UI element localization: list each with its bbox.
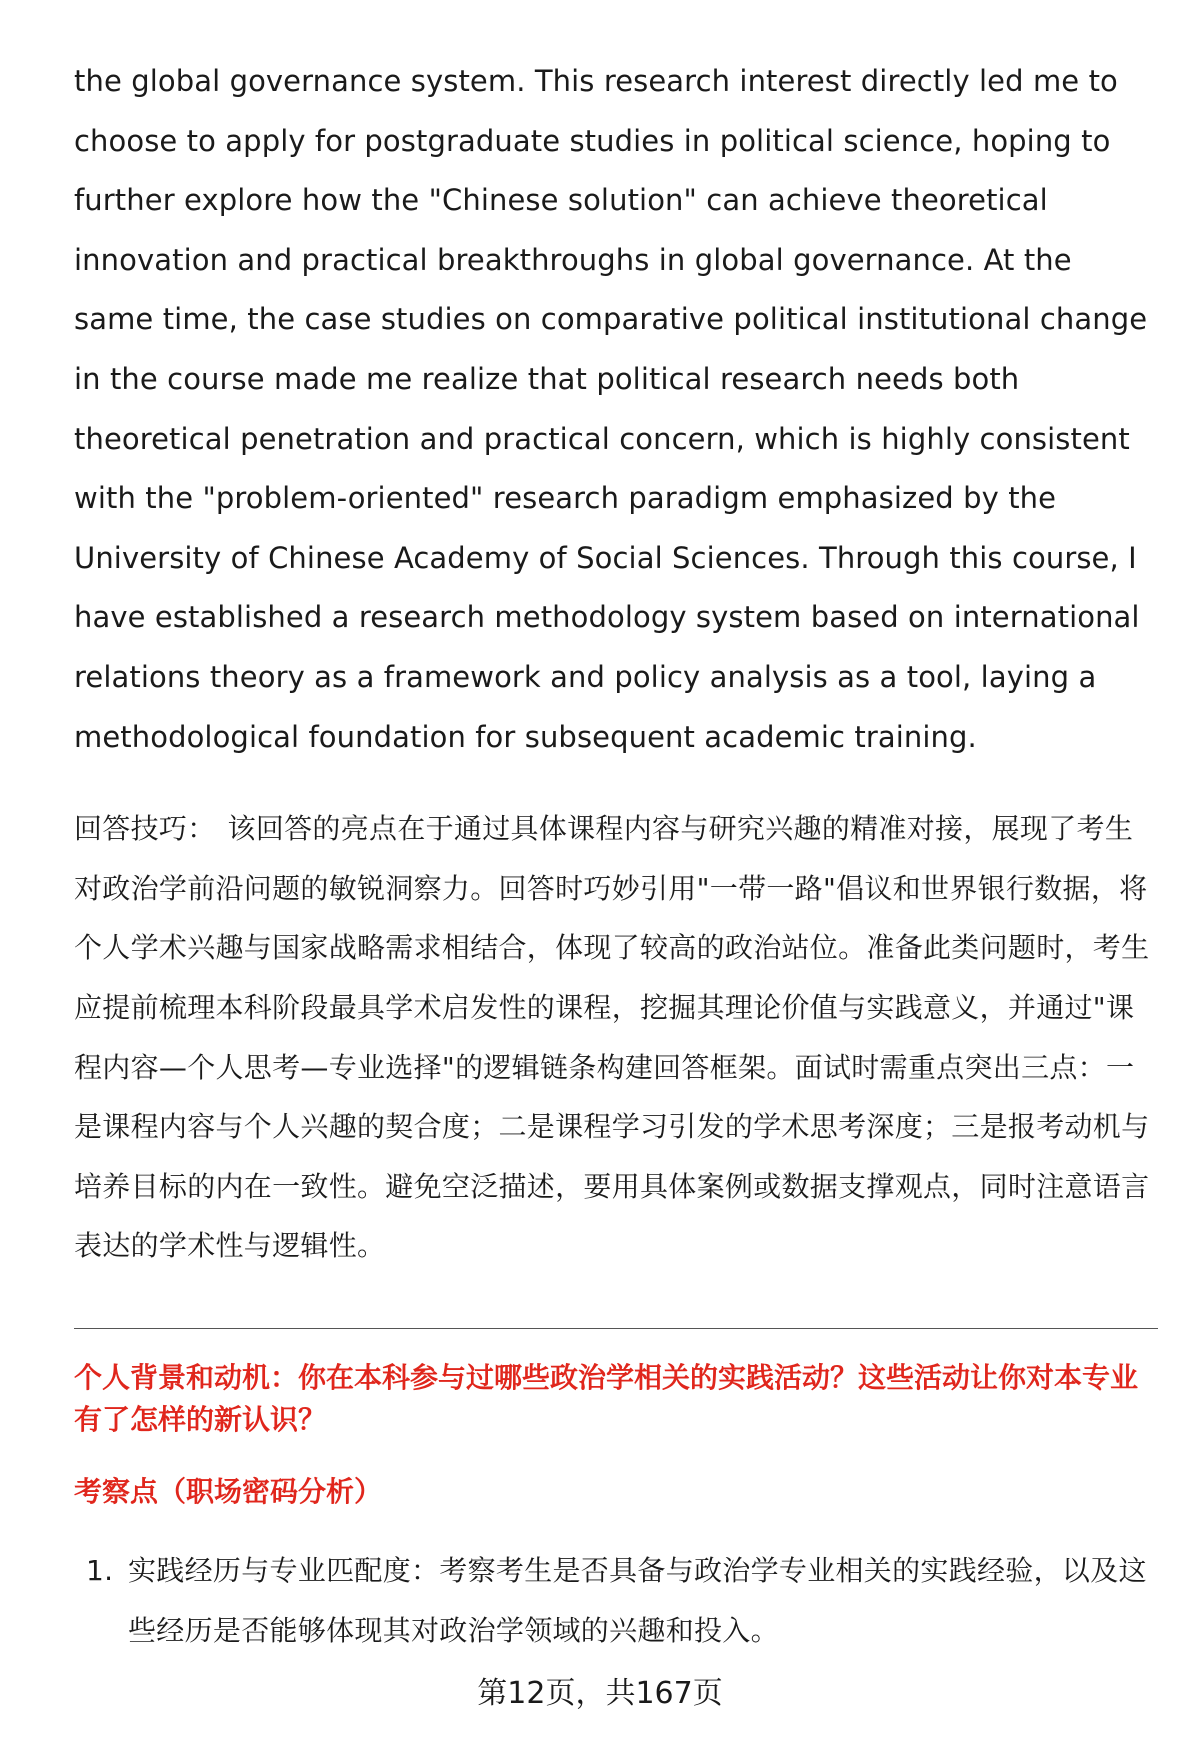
page-footer: 第12页，共167页 <box>477 1676 723 1711</box>
answer-tips-paragraph <box>74 799 1158 1276</box>
list-item-number: 1. <box>86 1553 114 1587</box>
focus-points-list <box>74 1541 1158 1661</box>
answer-tips-text: 该回答的亮点在于通过具体课程内容与研究兴趣的精准对接，展现了考生对政治学前沿问题的敏锐洞察力。回答时巧妙引用"一带一路"倡议和世界银行数据，将个人学术兴趣与国家战略需求相结合，体现了较高的政治站位。准备此类问题时，考生应提前梳理本科阶段最具学术启发性的课程，挖掘其理论价值与实践意义，并通过"课程内容—个人思考—专业选择"的逻辑链条构建回答框架。面试时需重点突出三点：一是课程内容与个人兴趣的契合度；二是课程学习引发的学术思考深度；三是报考动机与培养目标的内在一致性。避免空泛描述，要用具体案例或数据支撑观点，同时注意语言表达的学术性与逻辑性。 <box>74 812 1150 1263</box>
body-paragraph-english: the global governance system. This research interest directly led me to choose to apply for postgraduate studies in political science, hoping to further explore how the "Chinese solution" can achieve theoretical innovation and practical breakthroughs in global governance. At the same time, the case studies on comparative political institutional change in the course made me realize that political research needs both theoretical penetration and practical concern, which is highly consistent with the "problem-oriented" research paradigm emphasized by the University of Chinese Academy of Social Sciences. Through this course, I have established a research methodology system based on international relations theory as a framework and policy analysis as a tool, laying a methodological foundation for subsequent academic training. <box>74 64 1148 754</box>
section-divider <box>74 1328 1158 1329</box>
document-page <box>74 52 1158 1661</box>
focus-points-heading: 考察点（职场密码分析） <box>74 1474 383 1508</box>
list-item-text: 实践经历与专业匹配度：考察考生是否具备与政治学专业相关的实践经验，以及这些经历是否能够体现其对政治学领域的兴趣和投入。 <box>128 1553 1147 1647</box>
answer-tips-label: 回答技巧： <box>74 812 216 846</box>
list-item <box>74 1541 1158 1661</box>
interview-question: 个人背景和动机：你在本科参与过哪些政治学相关的实践活动？这些活动让你对本专业有了怎样的新认识？ <box>74 1360 1139 1436</box>
